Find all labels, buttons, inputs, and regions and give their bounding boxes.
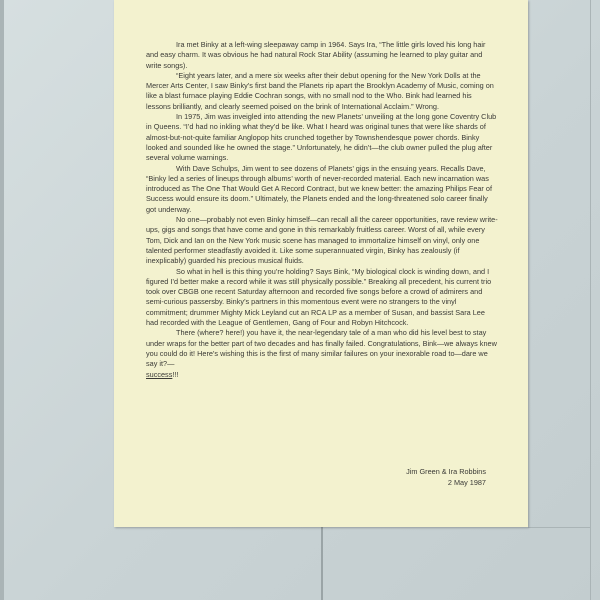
panel-edge-right [590,0,591,600]
closing-suffix: !!! [172,369,179,379]
closing-word: success [146,369,173,379]
paragraph-7-text: There (where? here!) you have it, the near-legendary tale of a man who did his level best to stay under wraps for the better part of two decades and has finally failed. Congratulations, Bink—we always knew you could do it! Here’s wishing this is the first of many similar failures on your inexorable road to—dare we say it?— [146,328,497,369]
signature-names: Jim Green & Ira Robbins [406,467,486,476]
panel-seam-bottom [321,527,323,600]
paragraph-5: No one—probably not even Binky himself—can recall all the career opportunities, rave review write-ups, gigs and songs that have come and gone in this remarkably fruitless career. Worst of all, while every Tom, Dick and Ian on the New York music scene has managed to immortalize himself on vinyl, only one talented performer steadfastly avoided it. Like some superannuated virgin, Binky has zealously (if inexplicably) guarded his precious musical fluids. [146,215,498,266]
paragraph-1: Ira met Binky at a left-wing sleepaway camp in 1964. Says Ira, “The little girls loved his long hair and easy charm. It was obvious he had natural Rock Star Ability (assuming he learned to play guitar and write songs). [146,40,486,70]
paragraph-7 [146,328,498,379]
document-body [146,40,498,380]
paragraph-4: With Dave Schulps, Jim went to see dozens of Planets’ gigs in the ensuing years. Recalls Dave, “Binky led a series of lineups through albums’ worth of never-recorded material. Each new incarnation was introduced as The One That Would Get A Record Contract, but we knew better: the amazing Philips Fear of Success would ensure its doom.” Ultimately, the Planets ended and the long-threatened solo career finally got underway. [146,163,492,214]
signature-date: 2 May 1987 [447,478,486,487]
paragraph-6: So what in hell is this thing you’re holding? Says Bink, “My biological clock is winding down, and I figured I’d better make a record while it was still physically possible.” Breaking all precedent, his current trio took over CBGB one recent Saturday afternoon and recorded five songs before a crowd of admirers and semi-curious passersby. Binky’s partners in this momentous event were no strangers to the vinyl commitment; drummer Mighty Mick Leyland cut an RCA LP as a member of Susan, and bassist Sara Lee had recorded with the League of Gentlemen, Gang of Four and Robyn Hitchcock. [146,266,492,328]
paragraph-2: “Eight years later, and a mere six weeks after their debut opening for the New York Dolls at the Mercer Arts Center, I saw Binky’s first band the Planets rip apart the Brooklyn Academy of Music, coming on like a blast furnace playing Eddie Cochran songs, with no small nod to the Who. Bink had learned his lessons brilliantly, and clearly seemed poised on the brink of International Acclaim.” Wrong. [146,70,494,111]
paragraph-3: In 1975, Jim was inveigled into attending the new Planets’ unveiling at the long gone Coventry Club in Queens. “I’d had no inkling what they’d be like. What I heard was original tunes that were like shards of almost-but-not-quite familiar Anglopop hits crunched together by Townshendesque power chords. Binky looked and sounded like he owned the stage.” Unfortunately, he didn’t—the club owner pulled the plug after several volume warnings. [146,112,497,163]
panel-divider-right [528,527,590,528]
panel-edge-left [0,0,4,600]
